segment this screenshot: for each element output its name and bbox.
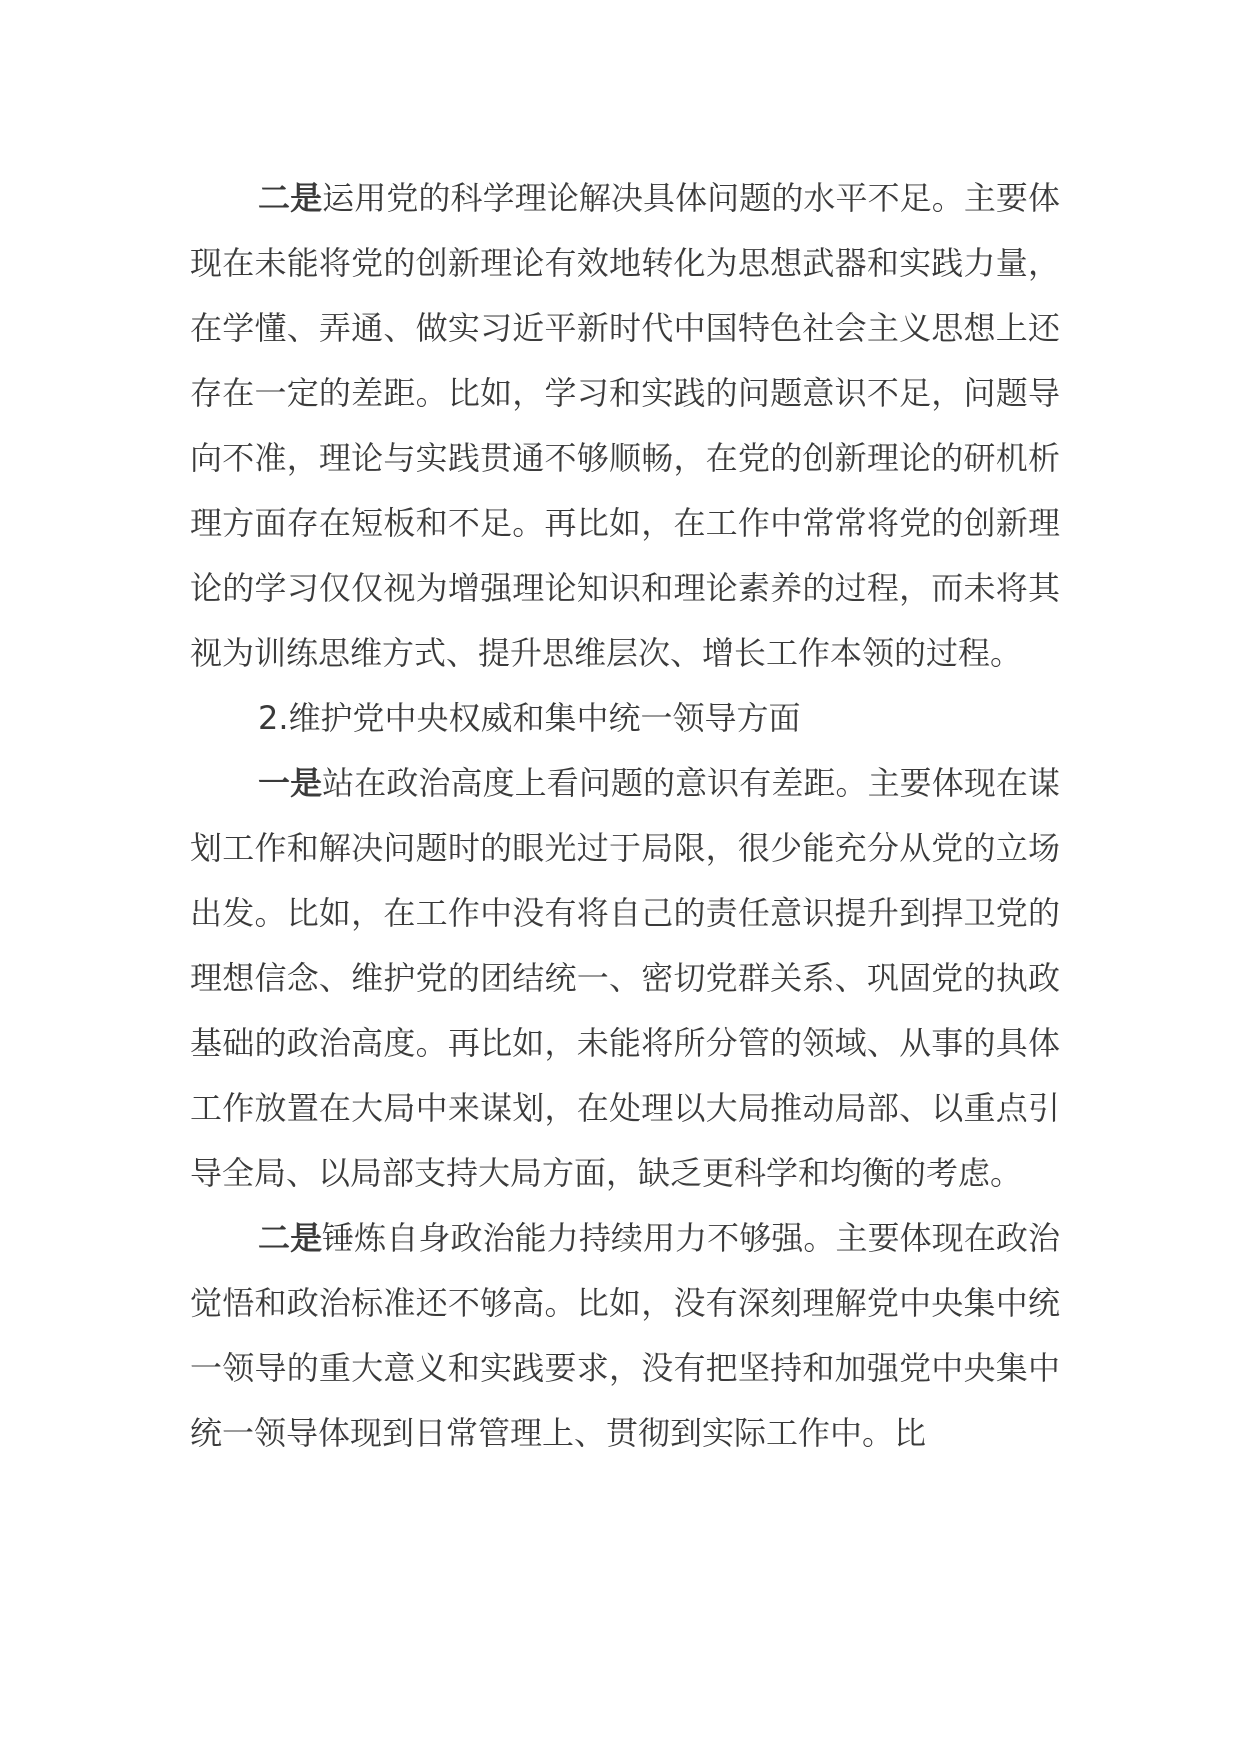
paragraph-lead: 二是 [258,179,323,217]
paragraph-lead: 二是 [258,1219,323,1257]
paragraph-text: 运用党的科学理论解决具体问题的水平不足。主要体现在未能将党的创新理论有效地转化为思想武器和实践力量，在学懂、弄通、做实习近平新时代中国特色社会主义思想上还存在一定的差距。比如，学习和实践的问题意识不足，问题导向不准，理论与实践贯通不够顺畅，在党的创新理论的研机析理方面存在短板和不足。再比如，在工作中常常将党的创新理论的学习仅仅视为增强理论知识和理论素养的过程，而未将其视为训练思维方式、提升思维层次、增长工作本领的过程。 [190,179,1060,672]
section-heading-central-authority [190,686,1060,751]
section-heading-text: 2.维护党中央权威和集中统一领导方面 [258,699,801,737]
paragraph-political-ability [190,1206,1060,1466]
paragraph-political-height [190,751,1060,1206]
paragraph-text: 站在政治高度上看问题的意识有差距。主要体现在谋划工作和解决问题时的眼光过于局限，很少能充分从党的立场出发。比如，在工作中没有将自己的责任意识提升到捍卫党的理想信念、维护党的团结统一、密切党群关系、巩固党的执政基础的政治高度。再比如，未能将所分管的领域、从事的具体工作放置在大局中来谋划，在处理以大局推动局部、以重点引导全局、以局部支持大局方面，缺乏更科学和均衡的考虑。 [190,764,1060,1192]
paragraph-text: 锤炼自身政治能力持续用力不够强。主要体现在政治觉悟和政治标准还不够高。比如，没有深刻理解党中央集中统一领导的重大意义和实践要求，没有把坚持和加强党中央集中统一领导体现到日常管理上、贯彻到实际工作中。比 [190,1219,1060,1452]
document-body [190,166,1060,1466]
paragraph-political-theory-application [190,166,1060,686]
paragraph-lead: 一是 [258,764,323,802]
